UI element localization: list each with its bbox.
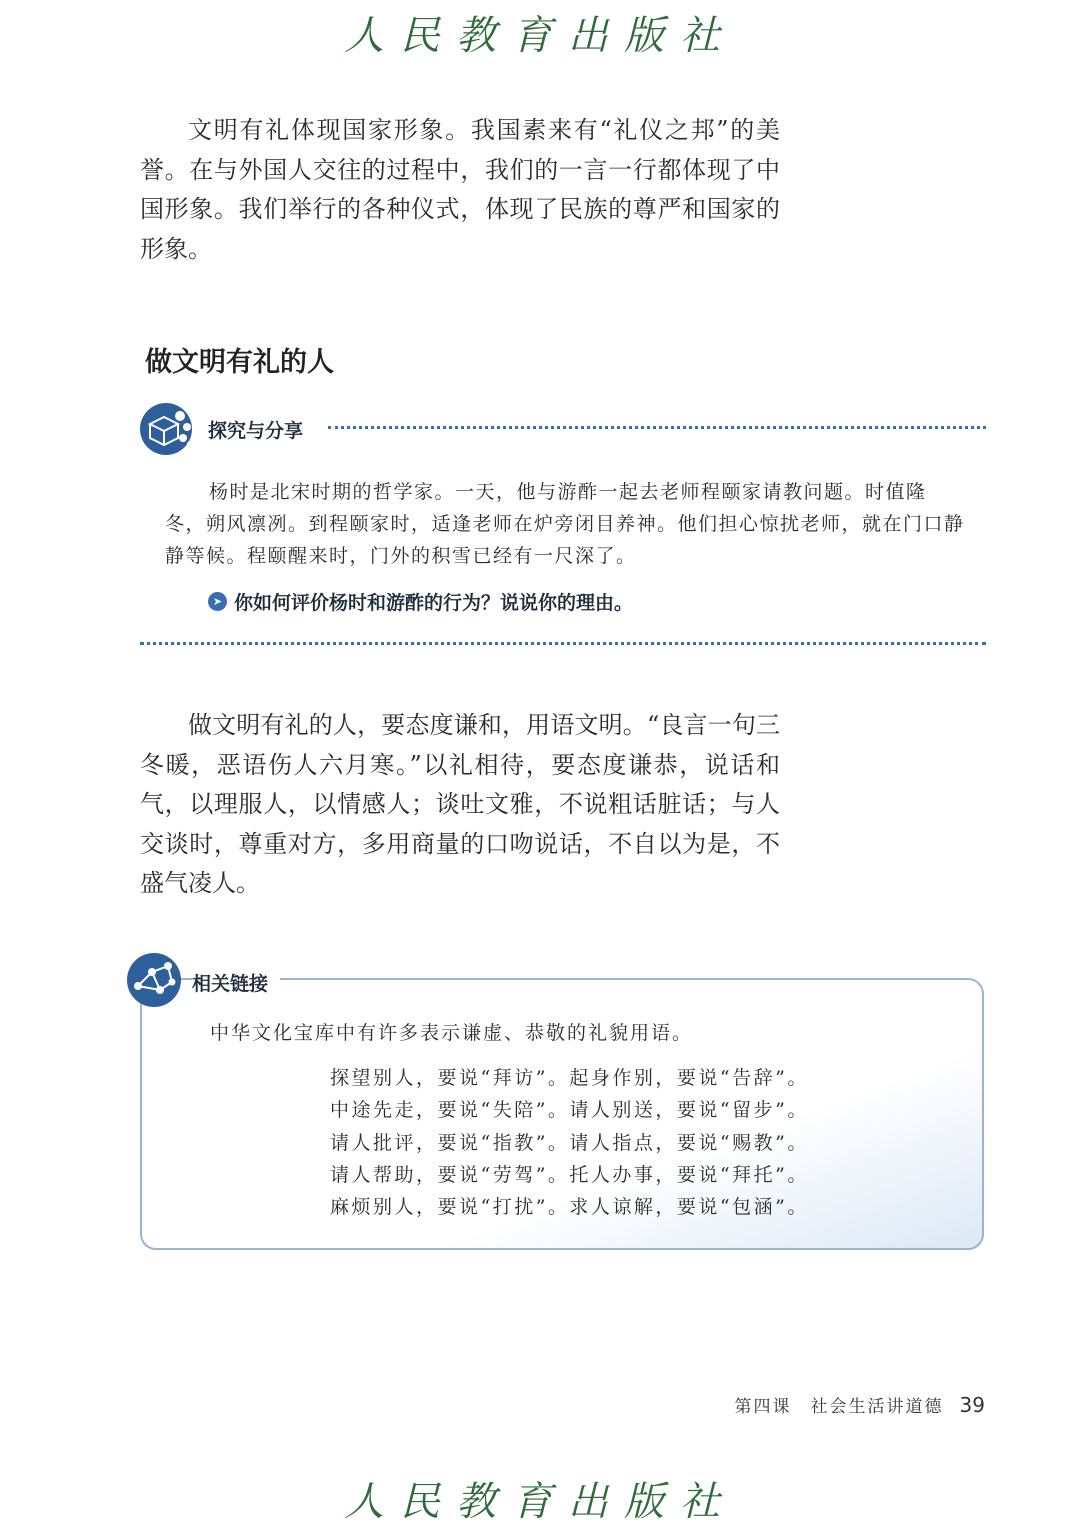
list-item: 探望别人，要说“拜访”。起身作别，要说“告辞”。 [330, 1067, 809, 1089]
explore-bottom-divider [140, 642, 986, 645]
arrow-bullet-icon: ➤ [208, 592, 227, 611]
list-item: 请人帮助，要说“劳驾”。托人办事，要说“拜托”。 [330, 1163, 809, 1186]
related-title: 相关链接 [192, 969, 280, 996]
phrase-list [330, 1062, 809, 1223]
explore-title: 探究与分享 [208, 420, 304, 442]
related-intro: 中华文化宝库中有许多表示谦虚、恭敬的礼貌用语。 [210, 1022, 694, 1044]
publisher-logo-top: 人民教育出版社 [344, 13, 736, 59]
page-number: 39 [959, 1393, 985, 1417]
explore-question [208, 588, 633, 615]
list-item: 麻烦别人，要说“打扰”。求人谅解，要说“包涵”。 [330, 1196, 809, 1219]
explore-story: 杨时是北宋时期的哲学家。一天，他与游酢一起去老师程颐家请教问题。时值隆冬，朔风凛冽。到程颐家时，适逢老师在炉旁闭目养神。他们担心惊扰老师，就在门口静静等候。程颐醒来时，门外的积雪已经有一尺深了。 [165, 481, 965, 567]
list-item: 请人批评，要说“指教”。请人指点，要说“赐教”。 [330, 1131, 809, 1154]
section-heading: 做文明有礼的人 [145, 347, 334, 378]
question-text: 你如何评价杨时和游酢的行为？说说你的理由。 [234, 592, 634, 614]
intro-paragraph: 文明有礼体现国家形象。我国素来有“礼仪之邦”的美誉。在与外国人交往的过程中，我们的一言一行都体现了中国形象。我们举行的各种仪式，体现了民族的尊严和国家的形象。 [140, 116, 780, 263]
publisher-logo-bottom: 人民教育出版社 [344, 1479, 736, 1525]
page-footer [735, 1392, 985, 1417]
body-paragraph: 做文明有礼的人，要态度谦和，用语文明。“良言一句三冬暖，恶语伤人六月寒。”以礼相待，要态度谦恭，说话和气，以理服人，以情感人；谈吐文雅，不说粗话脏话；与人交谈时，尊重对方，多用商量的口吻说话，不自以为是，不盛气凌人。 [140, 711, 780, 897]
lesson-title: 第四课 社会生活讲道德 [734, 1397, 944, 1417]
list-item: 中途先走，要说“失陪”。请人别送，要说“留步”。 [330, 1099, 809, 1122]
explore-top-divider [328, 426, 986, 429]
